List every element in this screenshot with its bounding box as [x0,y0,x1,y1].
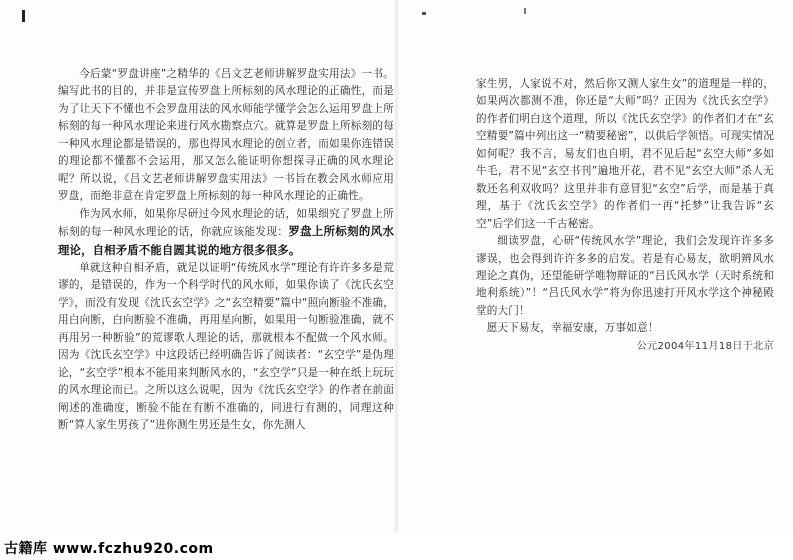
right-page-text [476,76,774,355]
site-watermark: 古籍库 www.fczhu920.com [4,541,214,557]
paragraph [476,320,774,337]
text-run: 家生男，人家说不对，然后你又测人家生女”的道理是一样的，如果两次都测不准，你还是“大师”吗？正因为《沈氏玄空学》的作者们明白这个道理，所以《沈氏玄空学》的作者们才在“玄空精要”篇中列出这一“精要秘密”，以供后学领悟。可现实情况如何呢？我不言，易友们也自明，君不见后起“玄空大师”多如牛毛，君不见“玄空书刊”遍地开花，君不见“玄空大师”杀人无数还名利双收吗？这里并非有意冒犯“玄空”后学，而是基于真理，基于《沈氏玄空学》的作者们一再“托梦”让我告诉“玄空”后学们这一千古秘密。 [476,78,774,230]
paragraph [58,260,394,435]
paragraph [58,206,394,260]
text-run: 今后蒙“罗盘讲座”之精华的《吕文艺老师讲解罗盘实用法》一书。编写此书的目的，并非是宣传罗盘上所标刻的风水理论的正确性，而是为了让天下不懂也不会罗盘用法的风水师能学懂学会怎么运用罗盘上所标刻的每一种风水理论来进行风水勘察点穴。就算是罗盘上所标刻的每一种风水理论都是错误的，那也得风水理论的创立者，而如果你连错误的理论都不懂都不会运用，那又怎么能证明你想探寻正确的风水理论呢？所以说，《吕文艺老师讲解罗盘实用法》一书旨在教会风水师应用罗盘，而绝非意在肯定罗盘上所标刻的每一种风水理论的正确性。 [58,68,394,203]
text-run: 单就这种自相矛盾，就足以证明“传统风水学”理论有许许多多是荒谬的，是错误的，作为一个科学时代的风水师，如果你读了《沈氏玄空学》，而没有发现《沈氏玄空学》之“玄空精要”篇中“照向断验不准确，用白向断，白向断验不准确，再用星向断，如果用一句断验准确，就不再用另一种断验”的荒谬歌人理论的话，那就根本不配做一个风水师。因为《沈氏玄空学》中这段话已经明确告诉了阅读者：“玄空学”是伪理论，“玄空学”根本不能用来判断风水的，“玄空学”只是一种在纸上玩玩的风水理论而已。之所以这么说呢，因为《沈氏玄空学》的作者在前面阐述的准确度，断验不能在有断不准确的，同进行有测的，同理这种断“算人家生男孩了”进你测生男还是生女，你先测人 [58,261,394,432]
scan-speck [422,12,426,15]
paragraph [58,66,394,206]
left-page-text [58,66,394,435]
text-run: 作为风水师，如果你尽研过今风水理论的话，如果细究了罗盘上所标刻的每一种风水理论的话，你就应该能发现： [58,207,394,239]
margin-mark [22,10,25,22]
text-run: 愿天下易友，幸福安康，万事如意！ [486,322,659,335]
text-run: 细读罗盘，心研“传统风水学”理论，我们会发现许许多多谬误，也会得到许许多多的启发。若是有心易友，欲明辨风水理论之真伪，还望能研学唯物辩证的“吕氏风水学（天时系统和地利系统）”！“吕氏风水学”将为你迅速打开风水学这个神秘殿堂的大门！ [476,235,774,317]
paragraph [476,233,774,320]
right-page [398,0,793,532]
emphasized-text: 罗盘上所标刻的风水理论，自相矛盾不能自圆其说的地方很多很多。 [58,224,394,257]
site-footer [0,532,793,560]
scan-speck [524,8,526,14]
left-page [0,0,395,532]
signature-date: 公元2004年11月18日于北京 [636,340,774,352]
paragraph [476,76,774,233]
